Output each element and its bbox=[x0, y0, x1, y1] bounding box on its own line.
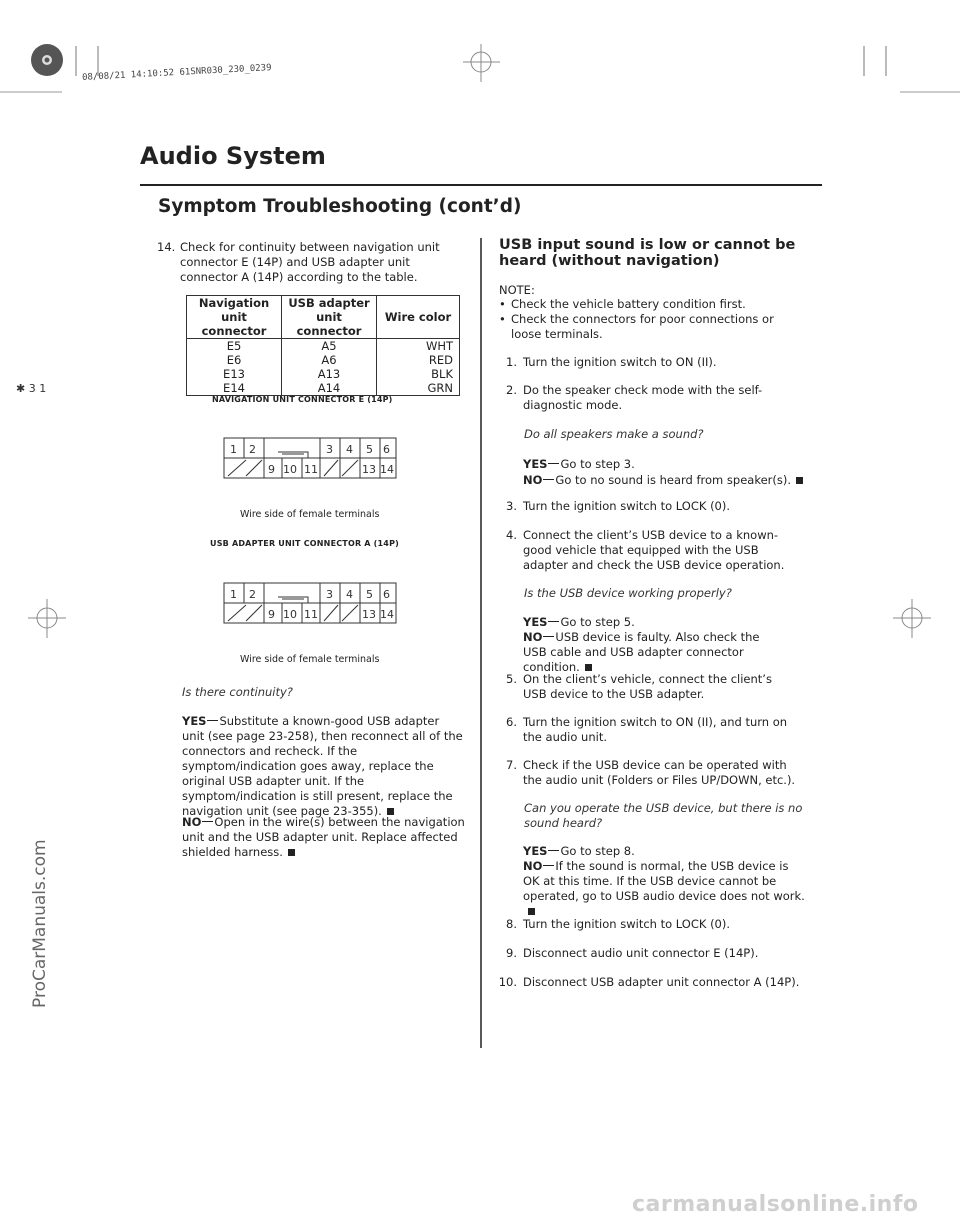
step-text: Connect the client’s USB device to a known-good vehicle that equipped with the USB adapter and check the USB device operation. bbox=[523, 528, 785, 572]
table-cell: A6 bbox=[282, 353, 377, 367]
step-number: 9. bbox=[506, 946, 517, 960]
no-branch: NO USB device is faulty. Also check the USB cable and USB adapter connector condition. bbox=[523, 630, 760, 674]
connector-a-caption: Wire side of female terminals bbox=[240, 654, 380, 665]
print-timestamp: 08/08/21 14:10:52 61SNR030_230_0239 bbox=[81, 63, 272, 83]
step-text: Turn the ignition switch to ON (II), and turn on the audio unit. bbox=[523, 715, 788, 744]
end-mark-icon bbox=[387, 808, 394, 815]
connector-a-title: USB ADAPTER UNIT CONNECTOR A (14P) bbox=[210, 539, 399, 548]
step-text: Turn the ignition switch to LOCK (0). bbox=[523, 499, 731, 513]
watermark-side: ProCarManuals.com bbox=[30, 839, 50, 1008]
yes-label: YES bbox=[182, 714, 207, 728]
pin-label: 11 bbox=[304, 463, 318, 476]
note-list bbox=[499, 297, 799, 342]
step-number: 6. bbox=[506, 715, 517, 729]
table-cell: E6 bbox=[187, 353, 282, 367]
step-number: 10. bbox=[498, 975, 517, 989]
yes-branch: YES Go to step 3. bbox=[523, 457, 635, 471]
continuity-question: Is there continuity? bbox=[182, 685, 293, 699]
pin-label: 4 bbox=[346, 443, 353, 456]
pin-label: 9 bbox=[268, 463, 275, 476]
no-label: NO bbox=[182, 815, 202, 829]
page-subtitle: Symptom Troubleshooting (cont’d) bbox=[158, 196, 522, 217]
table-header: USB adapter unit connector bbox=[282, 296, 377, 339]
pin-label: 10 bbox=[283, 608, 297, 621]
step-number: 7. bbox=[506, 758, 517, 772]
pin-label: 9 bbox=[268, 608, 275, 621]
table-cell: A14 bbox=[282, 381, 377, 396]
connector-a-diagram bbox=[222, 581, 398, 625]
pin-label: 3 bbox=[326, 443, 333, 456]
yes-branch bbox=[182, 714, 465, 819]
question-speakers: Do all speakers make a sound? bbox=[524, 427, 704, 441]
pin-label: 2 bbox=[249, 443, 256, 456]
end-mark-icon bbox=[585, 664, 592, 671]
yes-text: Substitute a known-good USB adapter unit (see page 23-258), then reconnect all of the connectors and recheck. If the symptom/indication goes away, replace the original USB adapter unit. If the symptom/indication is still present, replace the navigation unit (see page 23-355). bbox=[182, 714, 463, 818]
pin-label: 10 bbox=[283, 463, 297, 476]
pin-label: 5 bbox=[366, 588, 373, 601]
wire-table bbox=[186, 295, 460, 396]
table-cell: GRN bbox=[377, 381, 460, 396]
pin-label: 14 bbox=[380, 463, 394, 476]
table-header: Wire color bbox=[377, 296, 460, 339]
table-cell: RED bbox=[377, 353, 460, 367]
table-cell: A5 bbox=[282, 339, 377, 354]
table-header: Navigation unit connector bbox=[187, 296, 282, 339]
pin-label: 3 bbox=[326, 588, 333, 601]
table-cell: WHT bbox=[377, 339, 460, 354]
pin-label: 2 bbox=[249, 588, 256, 601]
step-text: Turn the ignition switch to ON (II). bbox=[523, 355, 717, 369]
question-operate-usb: Can you operate the USB device, but there is no sound heard? bbox=[524, 801, 803, 830]
margin-mark: ✱ 3 1 bbox=[16, 382, 47, 395]
table-row bbox=[187, 353, 460, 367]
yes-branch: YES Go to step 5. bbox=[523, 615, 635, 629]
pin-label: 1 bbox=[230, 443, 237, 456]
pin-label: 13 bbox=[362, 608, 376, 621]
table-cell: E14 bbox=[187, 381, 282, 396]
step-text: Disconnect audio unit connector E (14P). bbox=[523, 946, 759, 960]
table-cell: BLK bbox=[377, 367, 460, 381]
step-text: Do the speaker check mode with the self-diagnostic mode. bbox=[523, 383, 763, 412]
pin-label: 13 bbox=[362, 463, 376, 476]
section-title: Audio System bbox=[140, 142, 326, 170]
step-14-text: Check for continuity between navigation unit connector E (14P) and USB adapter unit connector A (14P) according to the table. bbox=[180, 240, 440, 284]
table-cell: A13 bbox=[282, 367, 377, 381]
step-number: 1. bbox=[506, 355, 517, 369]
no-branch bbox=[182, 815, 465, 860]
right-heading: USB input sound is low or cannot be heard (without navigation) bbox=[499, 237, 796, 269]
no-branch: NO If the sound is normal, the USB device is OK at this time. If the USB device cannot be operated, go to USB audio device does not work. bbox=[523, 859, 805, 919]
table-row bbox=[187, 367, 460, 381]
step-text: Turn the ignition switch to LOCK (0). bbox=[523, 917, 731, 931]
pin-label: 11 bbox=[304, 608, 318, 621]
table-row bbox=[187, 339, 460, 354]
pin-label: 6 bbox=[383, 443, 390, 456]
no-text: Open in the wire(s) between the navigation unit and the USB adapter unit. Replace affected shielded harness. bbox=[182, 815, 465, 859]
pin-label: 6 bbox=[383, 588, 390, 601]
table-cell: E5 bbox=[187, 339, 282, 354]
watermark-bottom: carmanualsonline.info bbox=[632, 1192, 919, 1217]
step-number: 2. bbox=[506, 383, 517, 397]
question-usb-working: Is the USB device working properly? bbox=[524, 586, 732, 600]
list-item: • Check the vehicle battery condition first. bbox=[499, 297, 746, 311]
step-number: 5. bbox=[506, 672, 517, 686]
no-branch: NO Go to no sound is heard from speaker(s). bbox=[523, 473, 808, 488]
step-number: 3. bbox=[506, 499, 517, 513]
step-text: Disconnect USB adapter unit connector A (14P). bbox=[523, 975, 800, 989]
end-mark-icon bbox=[288, 849, 295, 856]
step-14-number: 14. bbox=[157, 240, 176, 254]
connector-e-caption: Wire side of female terminals bbox=[240, 509, 380, 520]
pin-label: 1 bbox=[230, 588, 237, 601]
note-label: NOTE: bbox=[499, 283, 535, 297]
step-number: 8. bbox=[506, 917, 517, 931]
step-text: Check if the USB device can be operated with the audio unit (Folders or Files UP/DOWN, etc.). bbox=[523, 758, 796, 787]
yes-branch: YES Go to step 8. bbox=[523, 844, 635, 858]
step-text: On the client’s vehicle, connect the client’s USB device to the USB adapter. bbox=[523, 672, 772, 701]
step-number: 4. bbox=[506, 528, 517, 542]
pin-label: 5 bbox=[366, 443, 373, 456]
table-cell: E13 bbox=[187, 367, 282, 381]
connector-e-diagram bbox=[222, 436, 398, 480]
connector-e-title: NAVIGATION UNIT CONNECTOR E (14P) bbox=[212, 395, 393, 404]
pin-label: 14 bbox=[380, 608, 394, 621]
list-item: • Check the connectors for poor connections or loose terminals. bbox=[499, 312, 774, 341]
pin-label: 4 bbox=[346, 588, 353, 601]
table-row bbox=[187, 381, 460, 396]
end-mark-icon bbox=[796, 477, 803, 484]
end-mark-icon bbox=[528, 908, 535, 915]
